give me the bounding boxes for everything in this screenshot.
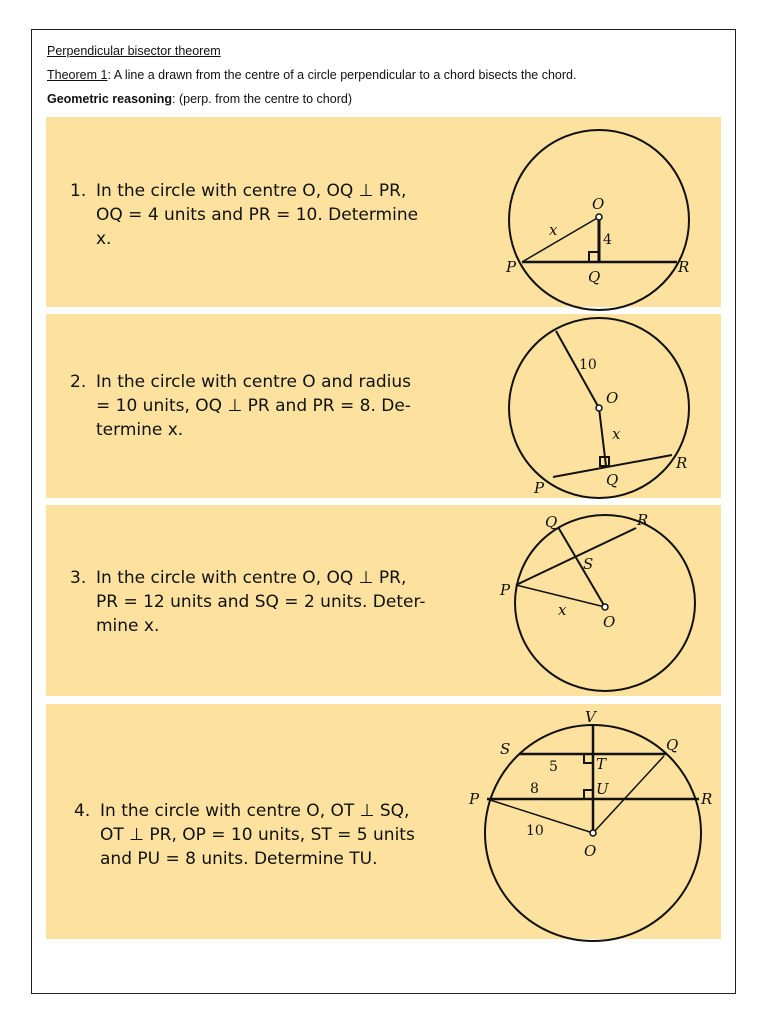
centre-point	[602, 604, 608, 610]
right-angle-mark-u	[584, 790, 593, 799]
label-length: 10	[579, 357, 597, 373]
problem-4-text: 4. In the circle with centre O, OT ⊥ SQ, OT ⊥ PR, OP = 10 units, ST = 5 units and PU = 8 units. Determine TU.	[74, 801, 415, 869]
label-q: Q	[606, 471, 619, 489]
problem-3-diagram	[46, 505, 721, 696]
problem-1-diagram	[46, 117, 721, 307]
label-q: Q	[545, 513, 558, 531]
theorem-text: : A line a drawn from the centre of a circle perpendicular to a chord bisects the chord.	[107, 68, 577, 82]
problem-2-text: 2. In the circle with centre O and radius = 10 units, OQ ⊥ PR and PR = 8. De- termine x.	[70, 372, 412, 440]
segment-op	[522, 217, 599, 262]
label-q: Q	[666, 736, 679, 754]
label-op: 10	[526, 823, 544, 839]
label-s: S	[583, 555, 594, 573]
page-title: Perpendicular bisector theorem	[47, 44, 221, 58]
reasoning-text: : (perp. from the centre to chord)	[172, 92, 352, 106]
label-v: V	[585, 708, 596, 726]
problem-4-box	[46, 704, 721, 939]
label-o: O	[584, 842, 597, 860]
label-u: U	[596, 780, 609, 798]
label-p: P	[506, 258, 517, 276]
right-angle-mark-t	[584, 754, 593, 763]
label-r: R	[678, 258, 690, 276]
problem-1-box	[46, 117, 721, 307]
label-r: R	[701, 790, 713, 808]
label-r: R	[637, 511, 649, 529]
geometric-reasoning	[47, 92, 352, 106]
problem-3-text: 3. In the circle with centre O, OQ ⊥ PR, PR = 12 units and SQ = 2 units. Deter- mine x.	[70, 568, 426, 636]
centre-point	[590, 830, 596, 836]
centre-point	[596, 214, 602, 220]
label-x: x	[549, 221, 558, 239]
problem-3-box	[46, 505, 721, 696]
theorem-label: Theorem 1	[47, 68, 108, 82]
label-o: O	[606, 389, 619, 407]
problem-1-text: 1. In the circle with centre O, OQ ⊥ PR, OQ = 4 units and PR = 10. Determine x.	[70, 181, 419, 249]
problem-2-box	[46, 314, 721, 498]
label-st: 5	[549, 759, 558, 775]
label-x: x	[558, 601, 567, 619]
label-p: P	[534, 479, 545, 497]
label-r: R	[676, 454, 688, 472]
theorem-statement	[47, 68, 576, 82]
label-t: T	[596, 755, 607, 773]
label-pu: 8	[530, 781, 539, 797]
label-length: 4	[603, 232, 612, 248]
segment-qo	[558, 527, 605, 607]
reasoning-label: Geometric reasoning	[47, 92, 173, 106]
label-p: P	[500, 581, 511, 599]
label-s: S	[500, 740, 511, 758]
label-o: O	[592, 195, 605, 213]
label-p: P	[469, 790, 480, 808]
problem-4-diagram	[46, 704, 721, 939]
label-x: x	[612, 425, 621, 443]
problem-2-diagram	[46, 314, 721, 498]
label-q: Q	[588, 268, 601, 286]
circle	[515, 515, 695, 691]
label-o: O	[603, 613, 616, 631]
centre-point	[596, 405, 602, 411]
